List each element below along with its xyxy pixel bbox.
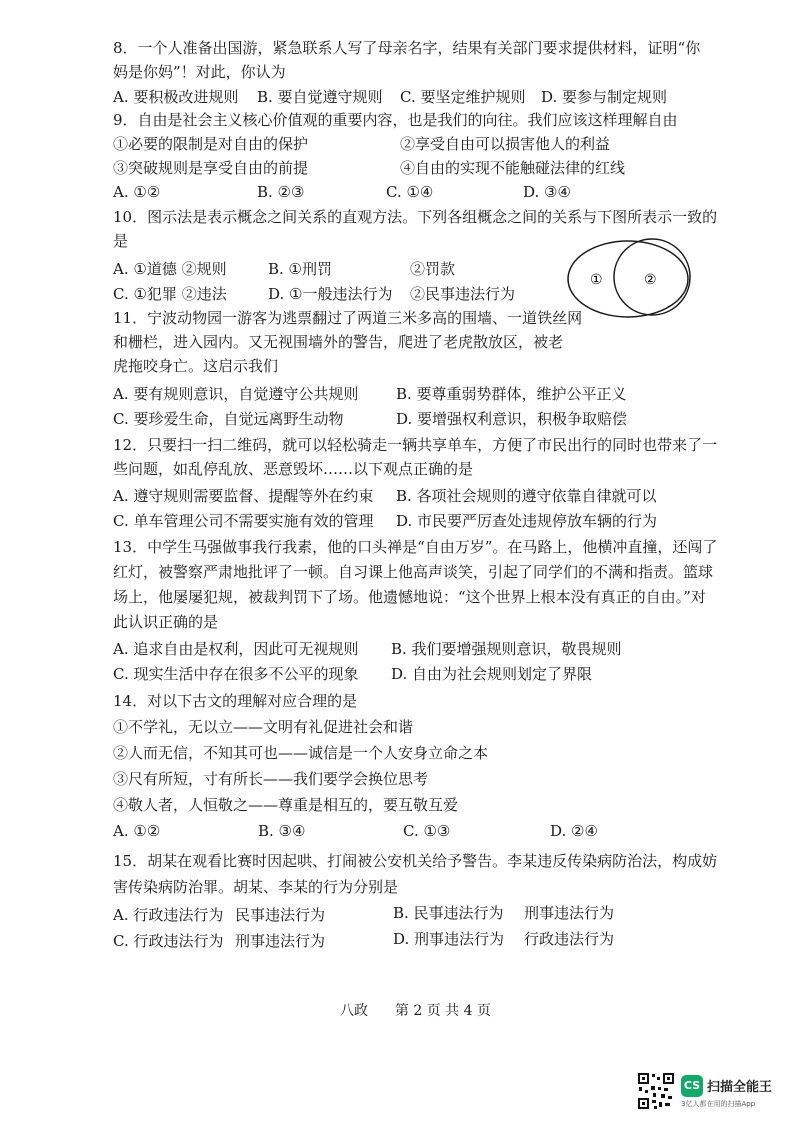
q15-stem-line2: 害传染病防治罪。胡某、李某的行为分别是 bbox=[113, 878, 399, 896]
q15-stem-line1: 15．胡某在观看比赛时因起哄、打闹被公安机关给予警告。李某违反传染病防治法，构成妨 bbox=[113, 852, 718, 870]
q14-statement-3: ③尺有所短，寸有所长——我们要学会换位思考 bbox=[113, 770, 429, 788]
q14-option-b: B. ③④ bbox=[258, 822, 306, 840]
q9-option-d: D. ③④ bbox=[523, 183, 571, 201]
q14-statement-4: ④敬人者，人恒敬之——尊重是相互的，要互敬互爱 bbox=[113, 796, 459, 814]
q14-stem: 14．对以下古文的理解对应合理的是 bbox=[113, 692, 358, 710]
q10-option-d: D. ①一般违法行为 bbox=[268, 285, 393, 303]
q12-option-b: B. 各项社会规则的遵守依靠自律就可以 bbox=[396, 487, 657, 505]
q10-stem-line1: 10．图示法是表示概念之间关系的直观方法。下列各组概念之间的关系与下图所表示一致的 bbox=[113, 208, 718, 226]
q10-option-b-second: ②罚款 bbox=[410, 260, 456, 278]
q13-stem-line1: 13．中学生马强做事我行我素，他的口头禅是“自由万岁”。在马路上，他横冲直撞，还闯了 bbox=[113, 538, 718, 556]
q14-statement-2: ②人而无信，不知其可也——诚信是一个人安身立命之本 bbox=[113, 744, 489, 762]
q9-statement-1: ①必要的限制是对自由的保护 bbox=[113, 135, 309, 153]
q8-option-c: C. 要坚定维护规则 bbox=[400, 88, 526, 106]
scanner-tagline: 3亿人都在用的扫描App bbox=[681, 1100, 756, 1108]
q13-stem-line4: 此认识正确的是 bbox=[113, 613, 219, 631]
qr-code-icon bbox=[637, 1072, 675, 1110]
page-footer bbox=[340, 1000, 491, 1020]
footer-page-number: 第 2 页 共 4 页 bbox=[394, 1003, 491, 1019]
q8-stem-line1: 8．一个人准备出国游，紧急联系人写了母亲名字，结果有关部门要求提供材料，证明“你 bbox=[113, 39, 701, 57]
q14-option-d: D. ②④ bbox=[550, 822, 598, 840]
q13-option-b: B. 我们要增强规则意识，敬畏规则 bbox=[391, 640, 622, 658]
q15-option-c-second: 刑事违法行为 bbox=[235, 932, 326, 950]
q9-option-b: B. ②③ bbox=[257, 183, 305, 201]
q11-option-d: D. 要增强权利意识，积极争取赔偿 bbox=[396, 410, 628, 428]
q12-option-a: A. 遵守规则需要监督、提醒等外在约束 bbox=[113, 487, 374, 505]
q11-option-a: A. 要有规则意识，自觉遵守公共规则 bbox=[113, 385, 359, 403]
q15-option-d-second: 行政违法行为 bbox=[524, 930, 615, 948]
q13-option-a: A. 追求自由是权利，因此可无视规则 bbox=[113, 640, 359, 658]
q9-statement-4: ④自由的实现不能触碰法律的红线 bbox=[400, 159, 626, 177]
q9-statement-2: ②享受自由可以损害他人的利益 bbox=[400, 135, 611, 153]
q15-option-a-second: 民事违法行为 bbox=[235, 906, 326, 924]
q14-statement-1: ①不学礼，无以立——文明有礼促进社会和谐 bbox=[113, 718, 414, 736]
q11-option-c: C. 要珍爱生命，自觉远离野生动物 bbox=[113, 410, 344, 428]
q8-option-a: A. 要积极改进规则 bbox=[113, 88, 239, 106]
q10-option-d-second: ②民事违法行为 bbox=[410, 285, 516, 303]
q15-option-a: A. 行政违法行为 bbox=[113, 906, 224, 924]
q10-option-a: A. ①道德 ②规则 bbox=[113, 260, 227, 278]
venn-diagram bbox=[560, 232, 720, 322]
q13-option-d: D. 自由为社会规则划定了界限 bbox=[391, 665, 593, 683]
q15-option-b: B. 民事违法行为 bbox=[393, 904, 504, 922]
q10-stem-line2: 是 bbox=[113, 232, 129, 250]
q14-option-c: C. ①③ bbox=[403, 822, 451, 840]
q14-option-a: A. ①② bbox=[113, 822, 161, 840]
venn-label-1: ① bbox=[590, 272, 603, 288]
q15-option-b-second: 刑事违法行为 bbox=[524, 904, 615, 922]
q11-stem-line2: 和栅栏，进入园内。又无视围墙外的警告，爬进了老虎散放区，被老 bbox=[113, 333, 564, 351]
q9-option-c: C. ①④ bbox=[386, 183, 434, 201]
q8-option-d: D. 要参与制定规则 bbox=[541, 88, 668, 106]
q12-stem-line1: 12．只要扫一扫二维码，就可以轻松骑走一辆共享单车，方便了市民出行的同时也带来了一 bbox=[113, 436, 718, 454]
footer-subject: 八政 bbox=[340, 1003, 368, 1019]
camscanner-logo: CS bbox=[681, 1075, 703, 1097]
q11-stem-line3: 虎拖咬身亡。这启示我们 bbox=[113, 357, 279, 375]
q10-option-c: C. ①犯罪 ②违法 bbox=[113, 285, 227, 303]
q8-option-b: B. 要自觉遵守规则 bbox=[257, 88, 383, 106]
q13-option-c: C. 现实生活中存在很多不公平的现象 bbox=[113, 665, 359, 683]
q12-option-d: D. 市民要严厉查处违规停放车辆的行为 bbox=[396, 512, 658, 530]
q15-option-d: D. 刑事违法行为 bbox=[393, 930, 505, 948]
q11-option-b: B. 要尊重弱势群体，维护公平正义 bbox=[396, 385, 627, 403]
q15-option-c: C. 行政违法行为 bbox=[113, 932, 224, 950]
q13-stem-line2: 红灯，被警察严肃地批评了一顿。自习课上他高声谈笑，引起了同学们的不满和指责。篮球 bbox=[113, 563, 714, 581]
q11-stem-line1: 11．宁波动物园一游客为逃票翻过了两道三米多高的围墙、一道铁丝网 bbox=[113, 309, 583, 327]
q9-option-a: A. ①② bbox=[113, 183, 161, 201]
q8-stem-line2: 妈是你妈”！对此，你认为 bbox=[113, 63, 286, 81]
q10-option-b: B. ①刑罚 bbox=[268, 260, 333, 278]
q9-stem: 9．自由是社会主义核心价值观的重要内容，也是我们的向往。我们应该这样理解自由 bbox=[113, 111, 678, 129]
venn-label-2: ② bbox=[644, 272, 657, 288]
scanner-app-name: 扫描全能王 bbox=[707, 1080, 773, 1095]
q9-statement-3: ③突破规则是享受自由的前提 bbox=[113, 159, 309, 177]
q12-option-c: C. 单车管理公司不需要实施有效的管理 bbox=[113, 512, 374, 530]
q12-stem-line2: 些问题，如乱停乱放、恶意毁坏……以下观点正确的是 bbox=[113, 460, 474, 478]
q13-stem-line3: 场上，他屡屡犯规，被裁判罚下了场。他遗憾地说：“这个世界上根本没有真正的自由。”对 bbox=[113, 588, 706, 606]
